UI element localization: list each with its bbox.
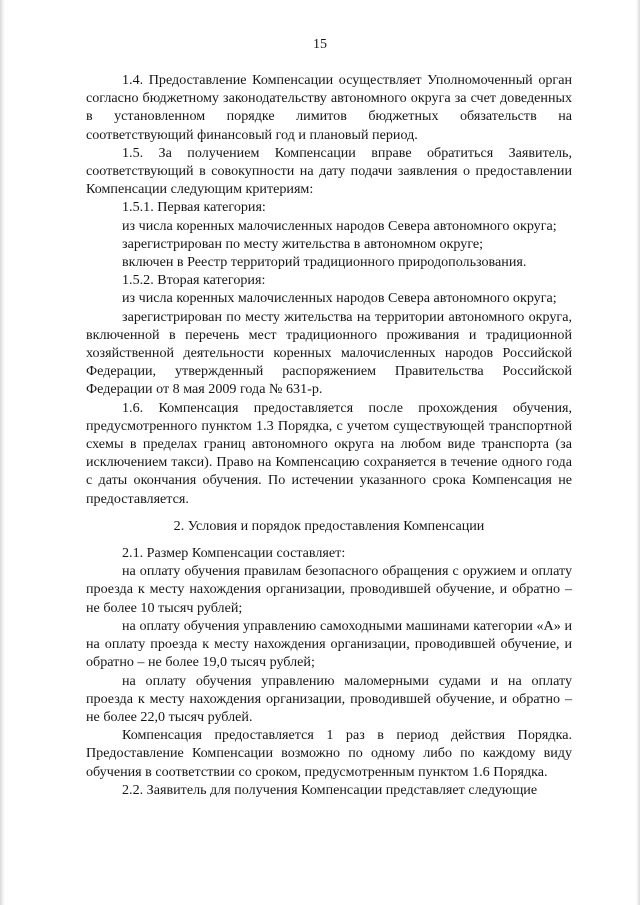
scan-edge-right [636, 0, 640, 905]
paragraph-1-5: 1.5. За получением Компенсации вправе обратиться Заявитель, соответствующий в совокупности на дату подачи заявления о предоставлении Компенсации следующим критериям: [86, 144, 572, 198]
page-number: 15 [313, 37, 327, 52]
paragraph-1-5-1: 1.5.1. Первая категория: [122, 199, 266, 216]
scan-edge-left [0, 0, 5, 905]
criterion-indigenous-2: из числа коренных малочисленных народов Севера автономного округа; [122, 290, 557, 307]
compensation-boats: на оплату обучения управлению маломерными судами и на оплату проезда к месту нахождения организации, проводившей обучение, и обратно – не более 22,0 тысяч рублей. [86, 672, 572, 725]
criterion-indigenous-1: из числа коренных малочисленных народов Севера автономного округа; [122, 217, 557, 234]
paragraph-1-5-2: 1.5.2. Вторая категория: [122, 272, 266, 289]
paragraph-1-4: 1.4. Предоставление Компенсации осуществляет Уполномоченный орган согласно бюджетному законодательству автономного округа за счет доведенных в установленном порядке лимитов бюджетных обязательств на соответствующий финансовый год и плановый период. [86, 72, 572, 143]
section-heading-2: 2. Условия и порядок предоставления Компенсации [173, 517, 485, 534]
criterion-registry-1: включен в Реестр территорий традиционного природопользования. [122, 254, 527, 271]
document-body [86, 71, 572, 799]
paragraph-2-1: 2.1. Размер Компенсации составляет: [122, 545, 346, 562]
paragraph-1-6: 1.6. Компенсация предоставляется после прохождения обучения, предусмотренного пунктом 1.3 Порядка, с учетом существующей транспортной схемы в пределах границ автономного округа на любом виде транспорта (за исключением такси). Право на Компенсацию сохраняется в течение одного года с даты окончания обучения. По истечении указанного срока Компенсация не предоставляется. [86, 399, 572, 507]
compensation-weapons: на оплату обучения правилам безопасного обращения с оружием и оплату проезда к месту нахождения организации, проводившей обучение, и обратно – не более 10 тысяч рублей; [86, 563, 572, 616]
criterion-registered-1: зарегистрирован по месту жительства в автономном округе; [122, 235, 484, 252]
paragraph-2-2: 2.2. Заявитель для получения Компенсации представляет следующие [122, 781, 538, 798]
compensation-vehicles: на оплату обучения управлению самоходными машинами категории «А» и на оплату проезда к месту нахождения организации, проводившей обучение, и обратно – не более 19,0 тысяч рублей; [86, 617, 572, 671]
criterion-registered-2: зарегистрирован по месту жительства на территории автономного округа, включенной в перечень мест традиционного проживания и традиционной хозяйственной деятельности коренных малочисленных народов Российской Федерации, утвержденный распоряжением Правительства Российской Федерации от 8 мая 2009 года № 631-р. [86, 308, 572, 398]
compensation-frequency: Компенсация предоставляется 1 раз в период действия Порядка. Предоставление Компенсации возможно по одному либо по каждому виду обучения в соответствии со сроком, предусмотренным пунктом 1.6 Порядка. [86, 727, 572, 780]
